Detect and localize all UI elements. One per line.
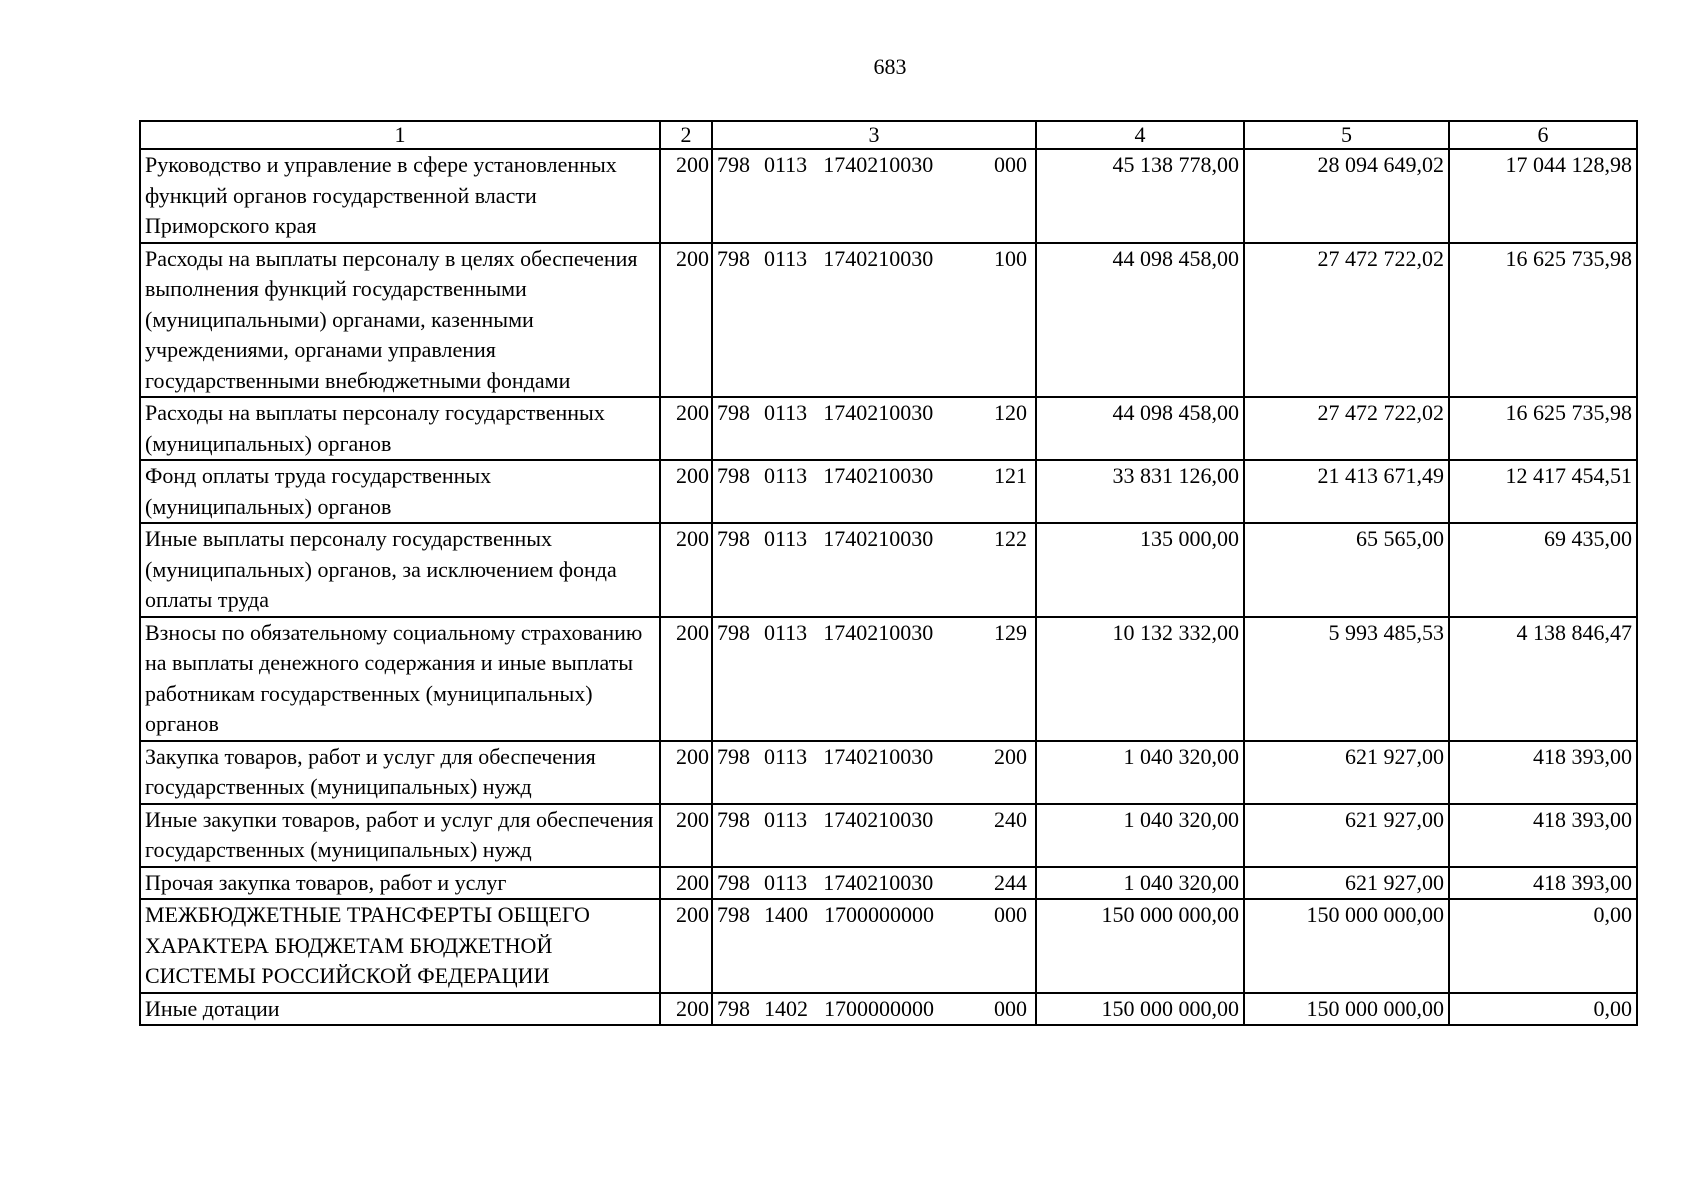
classification-sec: 0113 bbox=[764, 463, 808, 488]
row-amount-remaining: 0,00 bbox=[1449, 899, 1637, 993]
row-code: 200 bbox=[660, 867, 712, 900]
row-amount-executed: 28 094 649,02 bbox=[1244, 149, 1449, 243]
row-name: Взносы по обязательному социальному страхованию на выплаты денежного содержания и иные выплаты работникам государственных (муниципальных) органов bbox=[140, 617, 660, 741]
row-classification bbox=[712, 993, 1036, 1026]
classification-target: 1700000000 bbox=[824, 902, 934, 927]
column-header: 1 bbox=[140, 121, 660, 149]
table-row bbox=[140, 397, 1637, 460]
row-classification bbox=[712, 397, 1036, 460]
row-amount-approved: 45 138 778,00 bbox=[1036, 149, 1244, 243]
classification-gr: 798 bbox=[717, 995, 750, 1021]
row-classification bbox=[712, 617, 1036, 741]
classification-vr: 000 bbox=[994, 152, 1027, 177]
row-code: 200 bbox=[660, 899, 712, 993]
classification-gr: 798 bbox=[717, 902, 750, 927]
classification-sec: 0113 bbox=[764, 152, 808, 177]
classification-gr: 798 bbox=[717, 400, 750, 425]
row-classification bbox=[712, 867, 1036, 900]
row-code: 200 bbox=[660, 741, 712, 804]
column-header: 2 bbox=[660, 121, 712, 149]
row-amount-remaining: 12 417 454,51 bbox=[1449, 460, 1637, 523]
classification-sec: 0113 bbox=[764, 619, 808, 645]
classification-vr: 129 bbox=[994, 619, 1027, 645]
row-amount-executed: 621 927,00 bbox=[1244, 741, 1449, 804]
classification-vr: 000 bbox=[994, 995, 1027, 1021]
row-amount-executed: 65 565,00 bbox=[1244, 523, 1449, 617]
table-row bbox=[140, 899, 1637, 993]
classification-sec: 0113 bbox=[764, 526, 808, 551]
row-amount-remaining: 16 625 735,98 bbox=[1449, 397, 1637, 460]
row-classification bbox=[712, 460, 1036, 523]
row-code: 200 bbox=[660, 243, 712, 398]
row-amount-remaining: 418 393,00 bbox=[1449, 804, 1637, 867]
column-header: 4 bbox=[1036, 121, 1244, 149]
table-row bbox=[140, 617, 1637, 741]
row-name: МЕЖБЮДЖЕТНЫЕ ТРАНСФЕРТЫ ОБЩЕГО ХАРАКТЕРА БЮДЖЕТАМ БЮДЖЕТНОЙ СИСТЕМЫ РОССИЙСКОЙ ФЕДЕРАЦИИ bbox=[140, 899, 660, 993]
column-header: 6 bbox=[1449, 121, 1637, 149]
classification-sec: 0113 bbox=[764, 245, 808, 271]
row-amount-remaining: 0,00 bbox=[1449, 993, 1637, 1026]
row-amount-executed: 150 000 000,00 bbox=[1244, 899, 1449, 993]
row-code: 200 bbox=[660, 804, 712, 867]
classification-target: 1740210030 bbox=[823, 463, 934, 488]
table-row bbox=[140, 741, 1637, 804]
row-amount-remaining: 16 625 735,98 bbox=[1449, 243, 1637, 398]
row-amount-approved: 44 098 458,00 bbox=[1036, 243, 1244, 398]
row-name: Прочая закупка товаров, работ и услуг bbox=[140, 867, 660, 900]
row-code: 200 bbox=[660, 993, 712, 1026]
row-amount-approved: 150 000 000,00 bbox=[1036, 899, 1244, 993]
row-amount-approved: 10 132 332,00 bbox=[1036, 617, 1244, 741]
classification-vr: 122 bbox=[994, 526, 1027, 551]
classification-target: 1740210030 bbox=[823, 526, 934, 551]
classification-vr: 200 bbox=[994, 743, 1027, 769]
row-amount-remaining: 69 435,00 bbox=[1449, 523, 1637, 617]
row-code: 200 bbox=[660, 523, 712, 617]
row-classification bbox=[712, 741, 1036, 804]
row-amount-executed: 621 927,00 bbox=[1244, 867, 1449, 900]
classification-vr: 000 bbox=[994, 902, 1027, 927]
row-amount-executed: 621 927,00 bbox=[1244, 804, 1449, 867]
budget-table bbox=[139, 120, 1638, 1026]
table-row bbox=[140, 523, 1637, 617]
row-code: 200 bbox=[660, 460, 712, 523]
table-row bbox=[140, 993, 1637, 1026]
table-row bbox=[140, 804, 1637, 867]
row-name: Расходы на выплаты персоналу в целях обеспечения выполнения функций государственными (муниципальными) органами, казенными учреждениями, органами управления государственными внебюджетными фондами bbox=[140, 243, 660, 398]
classification-sec: 0113 bbox=[764, 743, 808, 769]
classification-vr: 121 bbox=[994, 463, 1027, 488]
classification-gr: 798 bbox=[717, 806, 750, 832]
row-amount-remaining: 17 044 128,98 bbox=[1449, 149, 1637, 243]
classification-gr: 798 bbox=[717, 526, 750, 551]
row-name: Руководство и управление в сфере установленных функций органов государственной власти Приморского края bbox=[140, 149, 660, 243]
classification-sec: 0113 bbox=[764, 400, 808, 425]
row-code: 200 bbox=[660, 149, 712, 243]
classification-gr: 798 bbox=[717, 869, 750, 895]
classification-gr: 798 bbox=[717, 463, 750, 488]
classification-vr: 244 bbox=[994, 869, 1027, 895]
column-header: 5 bbox=[1244, 121, 1449, 149]
row-amount-approved: 33 831 126,00 bbox=[1036, 460, 1244, 523]
classification-target: 1740210030 bbox=[823, 869, 934, 895]
row-classification bbox=[712, 523, 1036, 617]
row-amount-approved: 1 040 320,00 bbox=[1036, 804, 1244, 867]
classification-target: 1740210030 bbox=[823, 245, 934, 271]
column-header: 3 bbox=[712, 121, 1036, 149]
row-amount-executed: 5 993 485,53 bbox=[1244, 617, 1449, 741]
row-classification bbox=[712, 149, 1036, 243]
row-amount-remaining: 418 393,00 bbox=[1449, 867, 1637, 900]
row-name: Иные выплаты персоналу государственных (муниципальных) органов, за исключением фонда оплаты труда bbox=[140, 523, 660, 617]
row-classification bbox=[712, 804, 1036, 867]
table-row bbox=[140, 460, 1637, 523]
row-amount-approved: 1 040 320,00 bbox=[1036, 867, 1244, 900]
classification-vr: 100 bbox=[994, 245, 1027, 271]
row-name: Расходы на выплаты персоналу государственных (муниципальных) органов bbox=[140, 397, 660, 460]
classification-gr: 798 bbox=[717, 619, 750, 645]
row-classification bbox=[712, 243, 1036, 398]
row-name: Закупка товаров, работ и услуг для обеспечения государственных (муниципальных) нужд bbox=[140, 741, 660, 804]
classification-target: 1740210030 bbox=[823, 806, 934, 832]
row-name: Фонд оплаты труда государственных (муниципальных) органов bbox=[140, 460, 660, 523]
row-amount-executed: 27 472 722,02 bbox=[1244, 397, 1449, 460]
row-amount-approved: 1 040 320,00 bbox=[1036, 741, 1244, 804]
table-row bbox=[140, 243, 1637, 398]
table-header-row bbox=[140, 121, 1637, 149]
classification-vr: 240 bbox=[994, 806, 1027, 832]
classification-target: 1740210030 bbox=[823, 400, 934, 425]
row-amount-approved: 44 098 458,00 bbox=[1036, 397, 1244, 460]
classification-sec: 1402 bbox=[764, 995, 808, 1021]
row-amount-remaining: 4 138 846,47 bbox=[1449, 617, 1637, 741]
row-amount-executed: 21 413 671,49 bbox=[1244, 460, 1449, 523]
classification-gr: 798 bbox=[717, 152, 750, 177]
row-amount-remaining: 418 393,00 bbox=[1449, 741, 1637, 804]
row-amount-executed: 27 472 722,02 bbox=[1244, 243, 1449, 398]
classification-target: 1740210030 bbox=[823, 152, 934, 177]
table-row bbox=[140, 867, 1637, 900]
row-amount-approved: 150 000 000,00 bbox=[1036, 993, 1244, 1026]
row-name: Иные закупки товаров, работ и услуг для обеспечения государственных (муниципальных) нужд bbox=[140, 804, 660, 867]
classification-target: 1740210030 bbox=[823, 619, 934, 645]
row-name: Иные дотации bbox=[140, 993, 660, 1026]
row-classification bbox=[712, 899, 1036, 993]
classification-gr: 798 bbox=[717, 743, 750, 769]
row-amount-executed: 150 000 000,00 bbox=[1244, 993, 1449, 1026]
classification-sec: 0113 bbox=[764, 806, 808, 832]
page-number: 683 bbox=[873, 54, 907, 79]
row-amount-approved: 135 000,00 bbox=[1036, 523, 1244, 617]
table-row bbox=[140, 149, 1637, 243]
classification-gr: 798 bbox=[717, 245, 750, 271]
row-code: 200 bbox=[660, 397, 712, 460]
classification-target: 1740210030 bbox=[823, 743, 934, 769]
classification-vr: 120 bbox=[994, 400, 1027, 425]
classification-target: 1700000000 bbox=[824, 995, 934, 1021]
classification-sec: 1400 bbox=[764, 902, 808, 927]
classification-sec: 0113 bbox=[764, 869, 808, 895]
row-code: 200 bbox=[660, 617, 712, 741]
